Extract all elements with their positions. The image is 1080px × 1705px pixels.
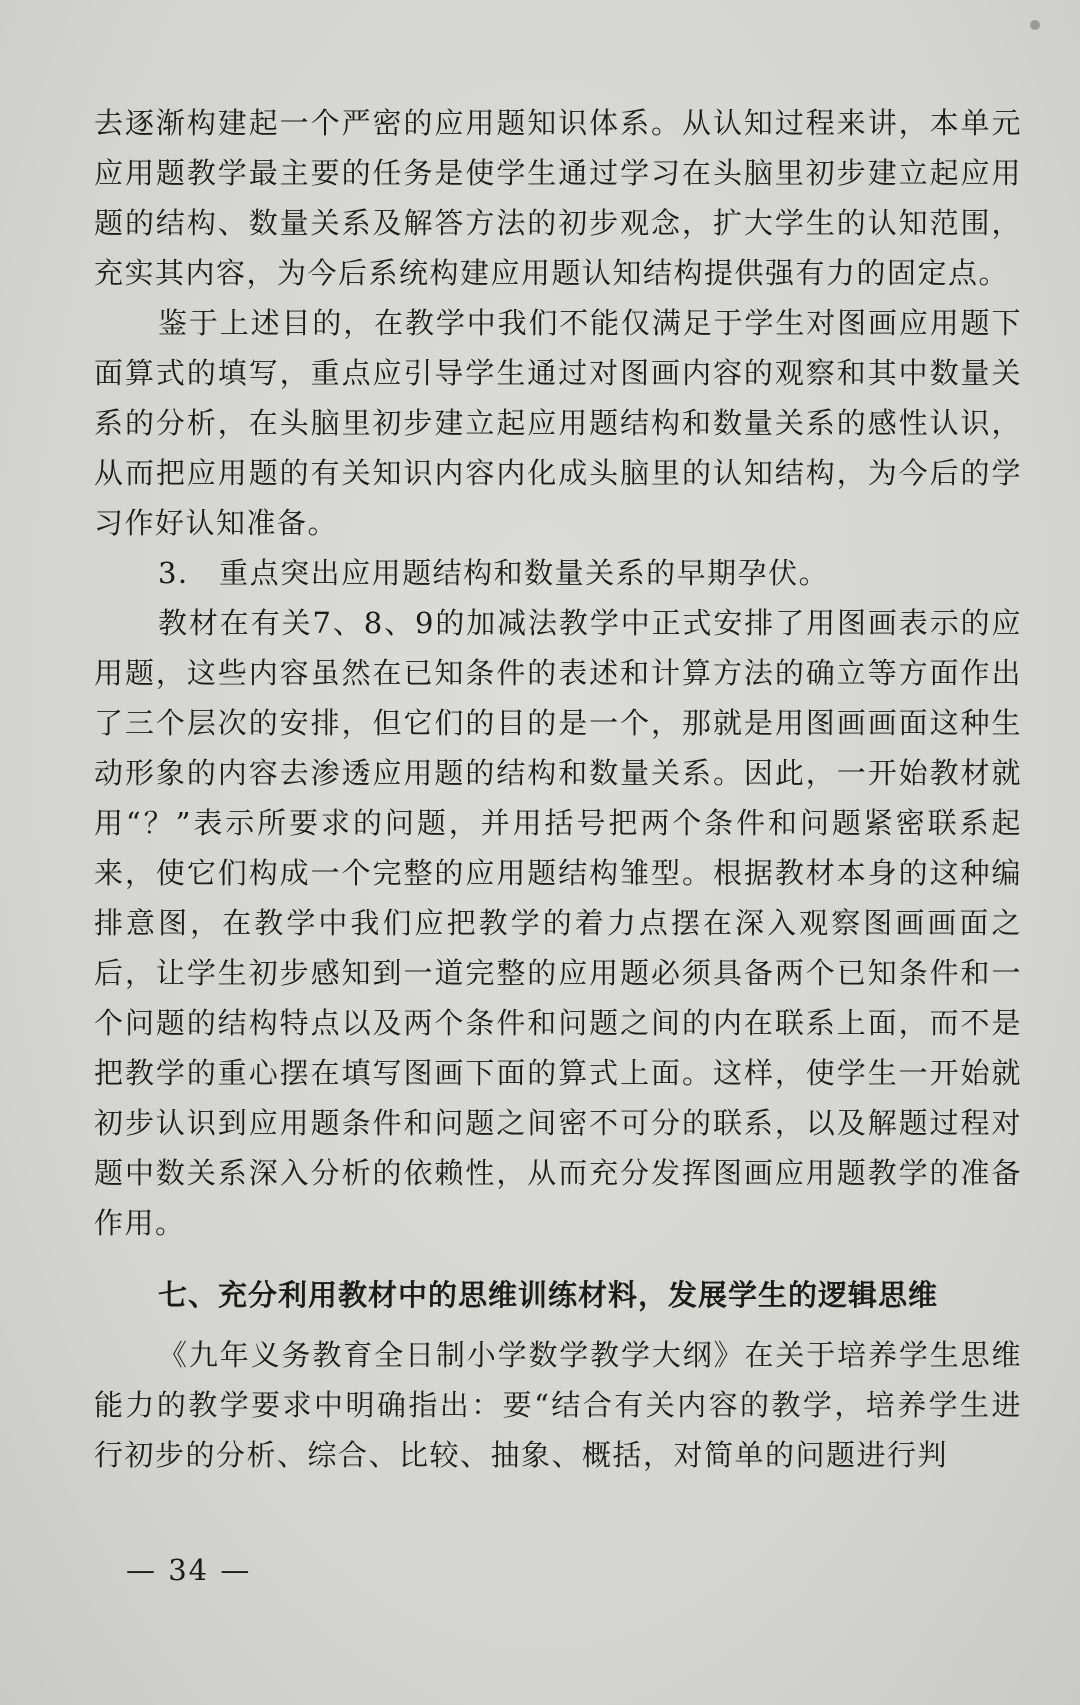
paragraph-textbook: 教材在有关7、8、9的加减法教学中正式安排了用图画表示的应用题，这些内容虽然在已知条件的表述和计算方法的确立等方面作出了三个层次的安排，但它们的目的是一个，那就是用图画画面这种生动形象的内容去渗透应用题的结构和数量关系。因此，一开始教材就用“？”表示所要求的问题，并用括号把两个条件和问题紧密联系起来，使它们构成一个完整的应用题结构雏型。根据教材本身的这种编排意图，在教学中我们应把教学的着力点摆在深入观察图画画面之后，让学生初步感知到一道完整的应用题必须具备两个已知条件和一个问题的结构特点以及两个条件和问题之间的内在联系上面，而不是把教学的重心摆在填写图画下面的算式上面。这样，使学生一开始就初步认识到应用题条件和问题之间密不可分的联系，以及解题过程对题中数关系深入分析的依赖性，从而充分发挥图画应用题教学的准备作用。	[94, 606, 1022, 1240]
paragraph-purpose: 鉴于上述目的，在教学中我们不能仅满足于学生对图画应用题下面算式的填写，重点应引导学生通过对图画内容的观察和其中数量关系的分析，在头脑里初步建立起应用题结构和数量关系的感性认识，从而把应用题的有关知识内容内化成头脑里的认知结构，为今后的学习作好认知准备。	[94, 306, 1022, 540]
list-item-3: 3． 重点突出应用题结构和数量关系的早期孕伏。	[158, 556, 830, 590]
paragraph-syllabus: 《九年义务教育全日制小学数学教学大纲》在关于培养学生思维能力的教学要求中明确指出：要“结合有关内容的教学，培养学生进行初步的分析、综合、比较、抽象、概括，对简单的问题进行判	[94, 1338, 1022, 1472]
page-number: — 34 —	[126, 1553, 252, 1587]
page-body	[94, 98, 1022, 1480]
paper-speck	[1030, 20, 1040, 30]
section-heading: 七、充分利用教材中的思维训练材料，发展学生的逻辑思维	[158, 1278, 939, 1312]
paragraph-continuation: 去逐渐构建起一个严密的应用题知识体系。从认知过程来讲，本单元应用题教学最主要的任务是使学生通过学习在头脑里初步建立起应用题的结构、数量关系及解答方法的初步观念，扩大学生的认知范围，充实其内容，为今后系统构建应用题认知结构提供强有力的固定点。	[94, 106, 1022, 290]
